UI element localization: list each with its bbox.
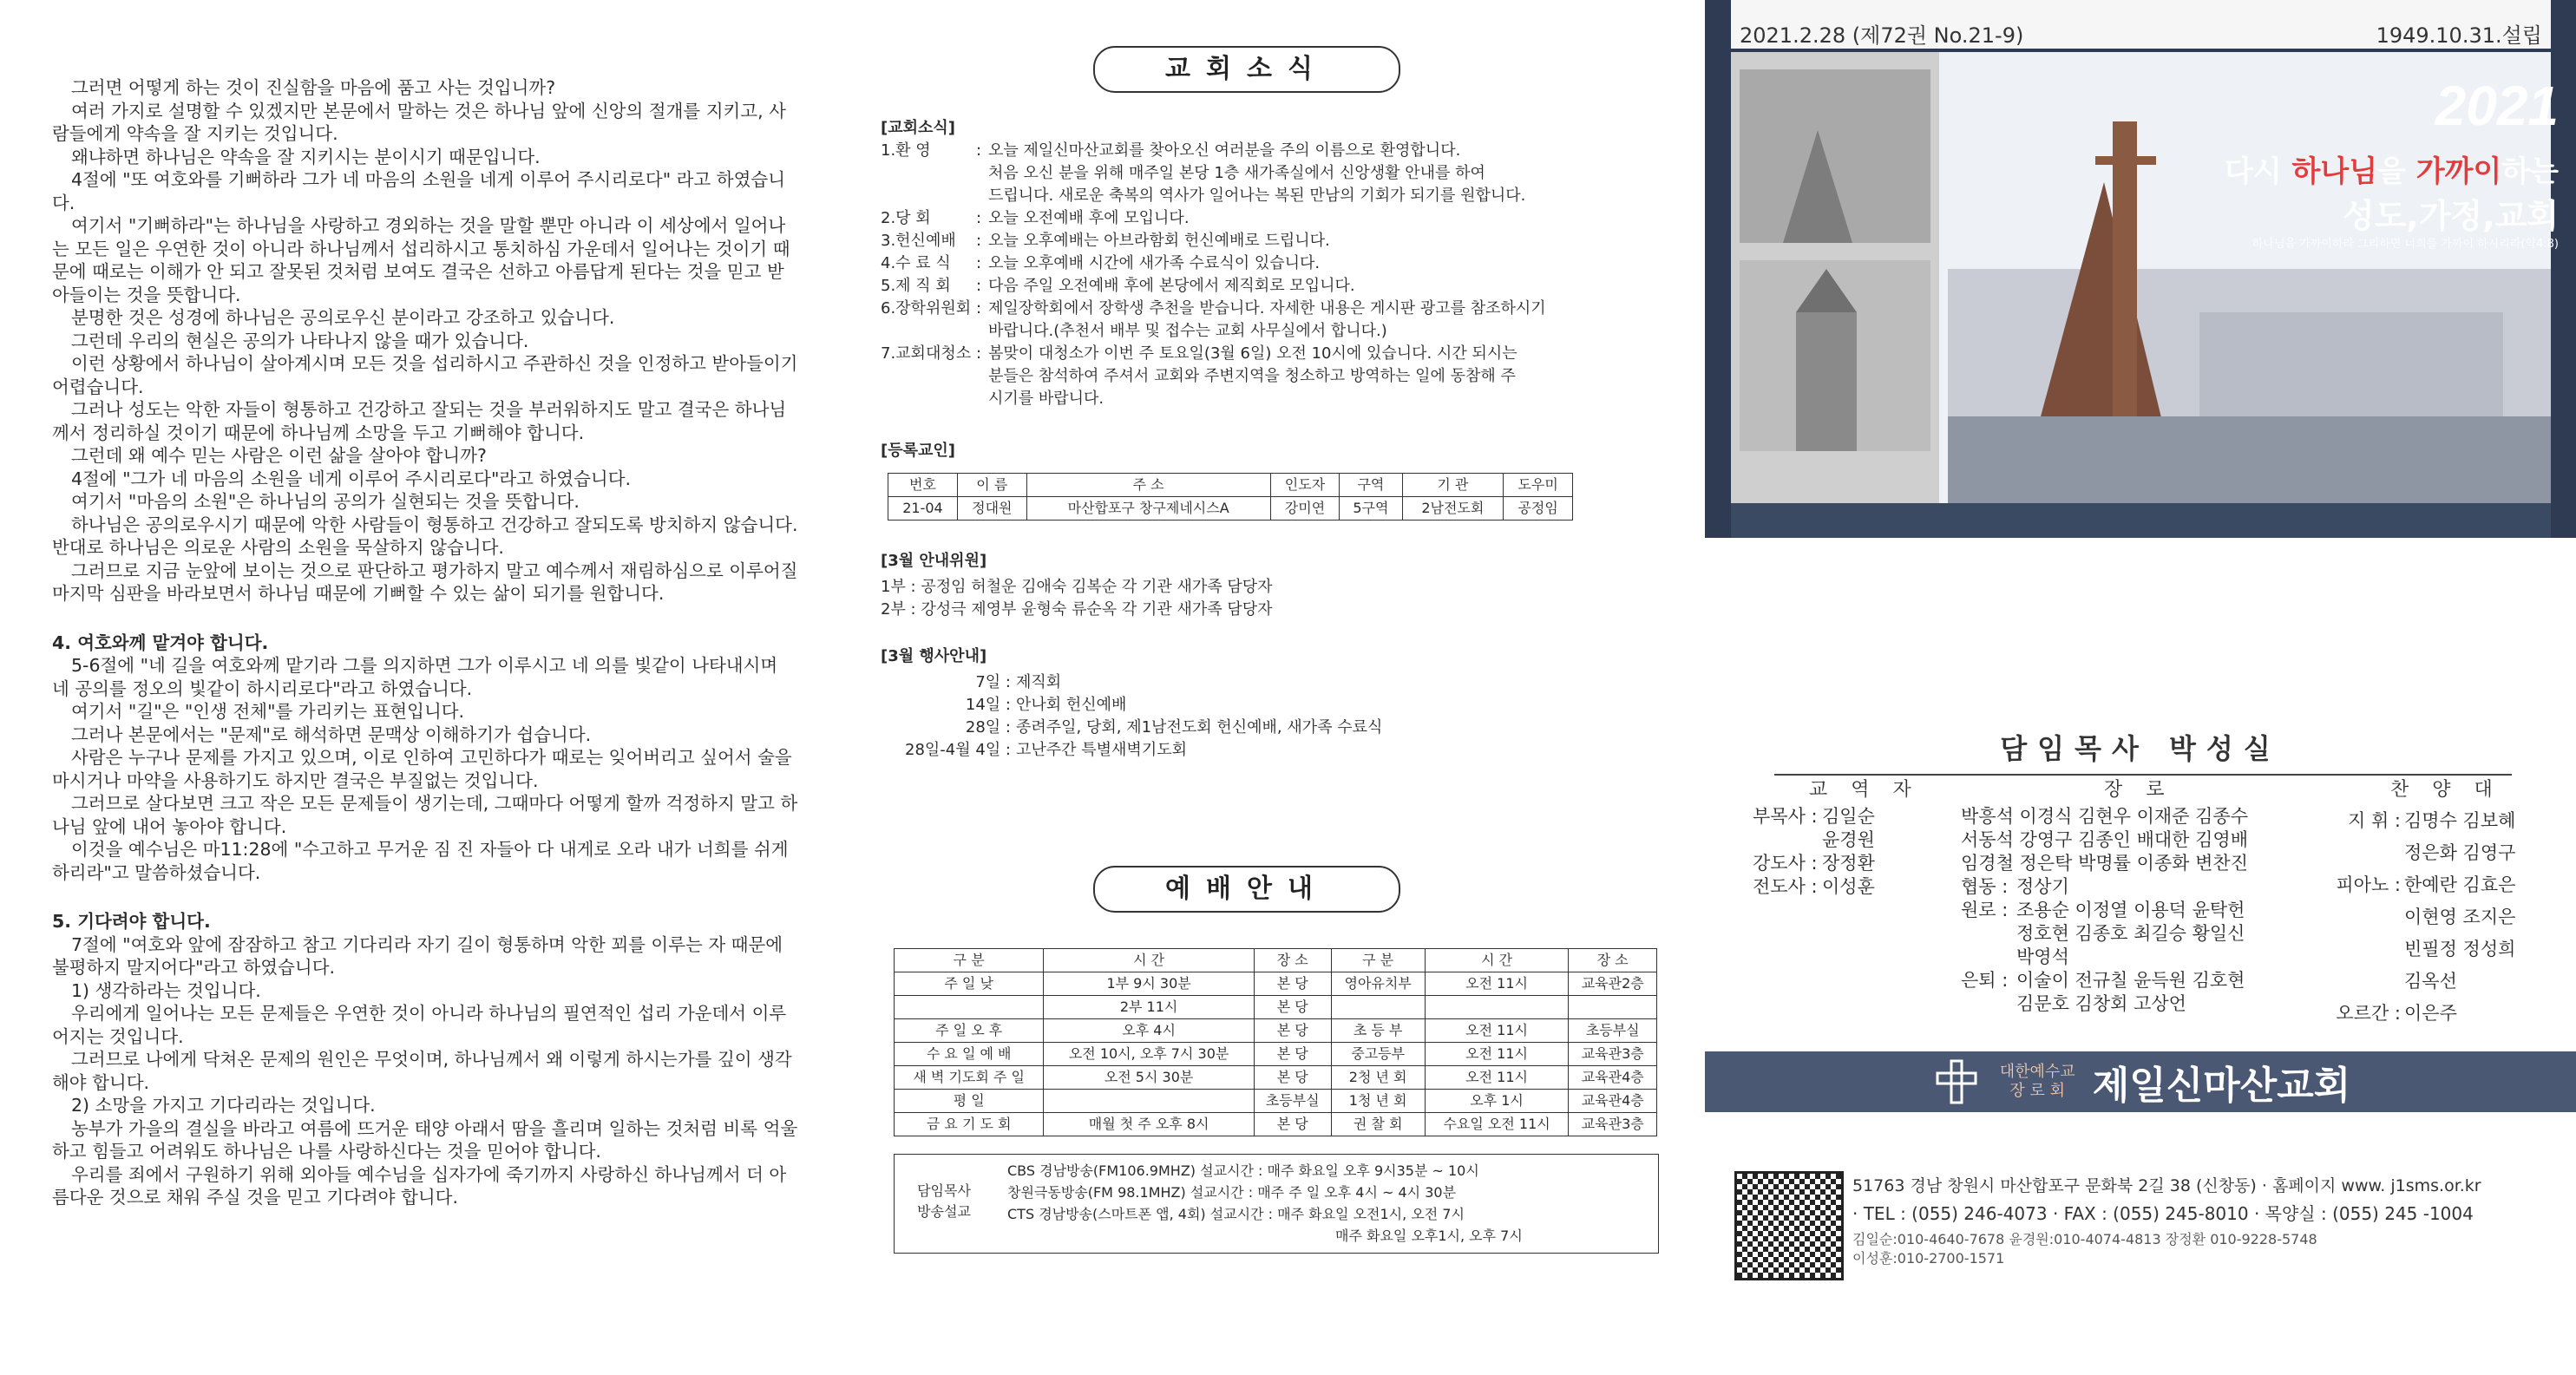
choir-row bbox=[2330, 805, 2515, 837]
table-cell: 본 당 bbox=[1254, 972, 1331, 996]
ministry-heading: 교 역 자 bbox=[1809, 779, 1920, 801]
table-cell bbox=[1331, 996, 1425, 1019]
table-header-cell: 시 간 bbox=[1425, 949, 1569, 972]
sermon-paragraph: 사람은 누구나 문제를 가지고 있으며, 이로 인하여 고민하다가 때로는 잊어버리고 싶어서 술을 마시거나 마약을 사용하기도 하지만 결국은 부질없는 것입니다. bbox=[52, 747, 792, 791]
sermon-paragraph: 여기서 "마음의 소원"은 하나님의 공의가 실현되는 것을 뜻합니다. bbox=[71, 491, 580, 512]
table-cell: 5구역 bbox=[1340, 497, 1402, 521]
sermon-paragraph: 분명한 것은 성경에 하나님은 공의로우신 분이라고 강조하고 있습니다. bbox=[71, 307, 615, 328]
cover-slogan: 다시 하나님을 가까이하는 bbox=[2224, 154, 2559, 189]
choir-names: 이현영 조지은 bbox=[2404, 907, 2516, 927]
table-header-cell: 장 소 bbox=[1569, 949, 1657, 972]
news-item-label: 7.교회대청소 bbox=[881, 344, 972, 363]
news-item-text bbox=[988, 140, 1662, 207]
news-item-label: 4.수 료 식 bbox=[881, 254, 951, 272]
table-header-cell: 구 분 bbox=[895, 949, 1044, 972]
staff-role: 부목사 : bbox=[1753, 806, 1818, 827]
news-item-text bbox=[988, 343, 1662, 410]
news-section-title: [교회소식] bbox=[881, 119, 956, 137]
event-row bbox=[881, 671, 1662, 694]
table-header-row bbox=[895, 949, 1657, 972]
elders-line: 박흥석 이경식 김현우 이재준 김종수 bbox=[1961, 806, 2248, 827]
table-header-cell: 시 간 bbox=[1044, 949, 1255, 972]
contacts bbox=[1852, 1230, 2317, 1268]
news-item-text bbox=[988, 275, 1662, 298]
sermon-section-5 bbox=[52, 933, 798, 1209]
table-cell: 교육관3층 bbox=[1569, 1043, 1657, 1066]
sermon-paragraph: 7절에 "여호와 앞에 잠잠하고 참고 기다리라 자기 길이 형통하며 악한 꾀를 이루는 자 때문에 불평하지 말지어다"라고 하였습니다. bbox=[52, 933, 783, 978]
table-cell: 강미연 bbox=[1270, 497, 1340, 521]
news-item-line: 제일장학회에서 장학생 추천을 받습니다. 자세한 내용은 게시판 광고를 참조하시기 bbox=[988, 299, 1546, 318]
event-date: 14일 : bbox=[965, 696, 1011, 714]
sermon-paragraph: 그러나 본문에서는 "문제"로 해석하면 문맥상 이해하기가 쉽습니다. bbox=[71, 724, 592, 745]
news-item-line: 봄맞이 대청소가 이번 주 토요일(3월 6일) 오전 10시에 있습니다. 시간 되시는 bbox=[988, 344, 1517, 363]
choir-row bbox=[2330, 933, 2515, 966]
news-item bbox=[881, 140, 1662, 207]
issue-date: 2021.2.28 (제72권 No.21-9) bbox=[1740, 23, 2024, 48]
elder-group-names: 박영석 bbox=[2016, 946, 2069, 967]
table-cell: 교육관2층 bbox=[1569, 972, 1657, 996]
staff-name: 윤경원 bbox=[1822, 829, 1875, 850]
events-list bbox=[881, 671, 1662, 762]
sermon-column bbox=[52, 0, 798, 1375]
table-cell: 본 당 bbox=[1254, 996, 1331, 1019]
founded-date: 1949.10.31.설립 bbox=[2376, 23, 2542, 48]
sermon-paragraph: 여러 가지로 설명할 수 있겠지만 본문에서 말하는 것은 하나님 앞에 신앙의 절개를 지키고, 사람들에게 약속을 잘 지키는 것입니다. bbox=[52, 100, 786, 144]
table-header-cell: 도우미 bbox=[1504, 474, 1573, 497]
choir-row bbox=[2330, 901, 2515, 933]
news-item-text bbox=[988, 230, 1662, 252]
cover-verse: 하나님을 가까이하라 그리하면 너희를 가까이 하시리라(약4:8) bbox=[2252, 238, 2559, 251]
news-item-label: 3.헌신예배 bbox=[881, 232, 956, 250]
address: 51763 경남 창원시 마산합포구 문화북 2길 38 (신창동) · 홈페이지 www. j1sms.or.kr bbox=[1852, 1176, 2481, 1195]
news-item-line: 오늘 오후예배 시간에 새가족 수료식이 있습니다. bbox=[988, 254, 1321, 272]
table-header-cell: 구역 bbox=[1340, 474, 1402, 497]
table-cell: 마산합포구 창구제네시스A bbox=[1026, 497, 1270, 521]
contact-line: 이성훈:010-2700-1571 bbox=[1852, 1250, 2005, 1267]
sermon-paragraph: 1) 생각하라는 것입니다. bbox=[71, 979, 261, 1001]
news-item bbox=[881, 298, 1662, 343]
staff-role: 강도사 : bbox=[1753, 853, 1818, 874]
table-cell: 정대원 bbox=[957, 497, 1026, 521]
news-item-text bbox=[988, 207, 1662, 230]
cover-year: 2021 bbox=[2435, 75, 2559, 137]
broadcast-line: 창원극동방송(FM 98.1MHZ) 설교시간 : 매주 주 일 오후 4시 ~ 4시 30분 bbox=[1007, 1184, 1457, 1201]
elder-group-names: 이술이 전규칠 윤득원 김호현 bbox=[2016, 970, 2245, 991]
event-row bbox=[881, 694, 1662, 717]
sermon-paragraph: 우리에게 일어나는 모든 문제들은 우연한 것이 아니라 하나님의 필연적인 섭리 가운데서 이루어지는 것입니다. bbox=[52, 1003, 787, 1047]
choir-row bbox=[2330, 966, 2515, 998]
staff-row bbox=[1753, 805, 1875, 828]
event-date: 28일 : bbox=[965, 718, 1011, 737]
elder-group-row bbox=[1961, 992, 2248, 1016]
table-row bbox=[895, 1066, 1657, 1090]
elder-group-row bbox=[1961, 899, 2248, 922]
table-cell bbox=[1569, 996, 1657, 1019]
table-cell: 공정임 bbox=[1504, 497, 1573, 521]
choir-row bbox=[2330, 998, 2515, 1030]
choir-names: 빈필정 정성희 bbox=[2404, 939, 2516, 959]
staff-row bbox=[1753, 875, 1875, 899]
table-cell: 오전 5시 30분 bbox=[1044, 1066, 1255, 1090]
event-text: 제직회 bbox=[1016, 673, 1062, 691]
staff-name: 장정환 bbox=[1822, 853, 1875, 874]
news-item-line: 시기를 바랍니다. bbox=[988, 390, 1104, 408]
sermon-paragraph: 여기서 "길"은 "인생 전체"를 가리키는 표현입니다. bbox=[71, 701, 465, 722]
event-date: 28일-4월 4일 : bbox=[905, 741, 1011, 759]
elder-group-role: 은퇴 : bbox=[1961, 970, 2009, 991]
sermon-paragraph: 하나님은 공의로우시기 때문에 악한 사람들이 형통하고 건강하고 잘되도록 방치하지 않습니다. 반대로 하나님은 의로운 사람의 소원을 묵살하지 않습니다. bbox=[52, 514, 798, 558]
elder-group-row bbox=[1961, 875, 2248, 899]
table-cell: 영아유치부 bbox=[1331, 972, 1425, 996]
sermon-paragraph: 왜냐하면 하나님은 약속을 잘 지키시는 분이시기 때문입니다. bbox=[71, 146, 541, 167]
choir-names: 이은주 bbox=[2404, 1003, 2457, 1024]
staff-name: 이성훈 bbox=[1822, 876, 1875, 897]
table-cell: 매월 첫 주 오후 8시 bbox=[1044, 1113, 1255, 1136]
news-item-line: 오늘 오전예배 후에 모입니다. bbox=[988, 209, 1190, 227]
elders-line: 서동석 강영구 김종인 배대한 김영배 bbox=[1961, 829, 2248, 850]
table-cell: 1부 9시 30분 bbox=[1044, 972, 1255, 996]
table-cell: 초등부실 bbox=[1254, 1090, 1331, 1113]
sermon-section-5-title: 5. 기다려야 합니다. bbox=[52, 911, 211, 932]
table-cell: 2청 년 회 bbox=[1331, 1066, 1425, 1090]
table-cell bbox=[1425, 996, 1569, 1019]
guide-list bbox=[881, 576, 1662, 621]
sermon-paragraph: 4절에 "그가 네 마음의 소원을 네게 이루어 주시리로다"라고 하였습니다. bbox=[71, 468, 632, 489]
table-cell: 2부 11시 bbox=[1044, 996, 1255, 1019]
sermon-intro bbox=[52, 76, 798, 606]
table-cell: 교육관4층 bbox=[1569, 1066, 1657, 1090]
elder-group-row bbox=[1961, 946, 2248, 969]
choir-role: 피아노 : bbox=[2336, 874, 2401, 895]
table-row bbox=[895, 972, 1657, 996]
table-cell: 오후 4시 bbox=[1044, 1019, 1255, 1043]
table-cell: 새 벽 기도회 주 일 bbox=[895, 1066, 1044, 1090]
table-cell bbox=[895, 996, 1044, 1019]
staff-name: 김일순 bbox=[1822, 806, 1875, 827]
broadcast-line: 매주 화요일 오후1시, 오후 7시 bbox=[1335, 1228, 1523, 1244]
colon: : bbox=[976, 209, 982, 227]
table-row bbox=[895, 1090, 1657, 1113]
news-item-line: 분들은 참석하여 주셔서 교회와 주변지역을 청소하고 방역하는 일에 동참해 주 bbox=[988, 367, 1516, 385]
contact-line: 김일순:010-4640-7678 윤경원:010-4074-4813 장정환 010-9228-5748 bbox=[1852, 1231, 2317, 1247]
elder-group-row bbox=[1961, 922, 2248, 946]
table-cell: 21-04 bbox=[888, 497, 958, 521]
news-item-line: 바랍니다.(추천서 배부 및 접수는 교회 사무실에서 합니다.) bbox=[988, 322, 1387, 340]
sermon-paragraph: 그러나 성도는 악한 자들이 형통하고 건강하고 잘되는 것을 부러워하지도 말고 결국은 하나님께서 정리하실 것이기 때문에 하나님께 소망을 두고 기뻐해야 합니다. bbox=[52, 399, 787, 443]
staff-row bbox=[1753, 852, 1875, 875]
elder-group-role: 협동 : bbox=[1961, 876, 2009, 897]
news-item bbox=[881, 252, 1662, 275]
staff-role: 전도사 : bbox=[1753, 876, 1818, 897]
registered-title: [등록교인] bbox=[881, 442, 956, 460]
choir-role: 지 휘 : bbox=[2348, 810, 2401, 831]
colon: : bbox=[976, 232, 982, 250]
news-item-label: 2.당 회 bbox=[881, 209, 931, 227]
choir-role: 오르간 : bbox=[2336, 1003, 2401, 1024]
event-row bbox=[881, 739, 1662, 762]
senior-pastor: 담임목사 박성실 bbox=[2000, 732, 2281, 765]
news-item bbox=[881, 207, 1662, 230]
news-item bbox=[881, 275, 1662, 298]
elder-group-names: 정호현 김종호 최길승 황일신 bbox=[2016, 923, 2245, 944]
table-cell: 본 당 bbox=[1254, 1019, 1331, 1043]
table-header-cell: 구 분 bbox=[1331, 949, 1425, 972]
news-item-line: 드립니다. 새로운 축복의 역사가 일어나는 복된 만남의 기회가 되기를 원합니다. bbox=[988, 187, 1526, 205]
table-row bbox=[888, 497, 1573, 521]
sermon-section-4-title: 4. 여호와께 맡겨야 합니다. bbox=[52, 632, 269, 653]
elder-group-names: 조용순 이정열 이용덕 윤탁헌 bbox=[2016, 900, 2245, 920]
sermon-paragraph: 이것을 예수님은 마11:28에 "수고하고 무거운 짐 진 자들아 다 내게로 오라 내가 너희를 쉬게 하리라"고 말씀하셨습니다. bbox=[52, 839, 789, 883]
table-cell: 중고등부 bbox=[1331, 1043, 1425, 1066]
elder-group-role: 원로 : bbox=[1961, 900, 2009, 920]
sermon-paragraph: 이런 상황에서 하나님이 살아계시며 모든 것을 섭리하시고 주관하신 것을 인정하고 받아들이기 어렵습니다. bbox=[52, 353, 798, 397]
choir-row bbox=[2330, 869, 2515, 901]
news-item-line: 처음 오신 분을 위해 매주일 본당 1층 새가족실에서 신앙생활 안내를 하여 bbox=[988, 164, 1485, 182]
sermon-paragraph: 그런데 우리의 현실은 공의가 나타나지 않을 때가 있습니다. bbox=[71, 330, 529, 351]
table-cell: 본 당 bbox=[1254, 1113, 1331, 1136]
table-header-row bbox=[888, 474, 1573, 497]
news-item-label: 6.장학위원회 bbox=[881, 299, 972, 318]
news-list bbox=[881, 140, 1662, 410]
sermon-paragraph: 그러므로 지금 눈앞에 보이는 것으로 판단하고 평가하지 말고 예수께서 재림하심으로 이루어질 마지막 심판을 바라보면서 하나님 때문에 기뻐할 수 있는 삶이 되기를 원합니다. bbox=[52, 560, 798, 604]
cover-bottom-strip bbox=[1731, 503, 2551, 538]
table-row bbox=[895, 1019, 1657, 1043]
sermon-paragraph: 그러므로 살다보면 크고 작은 모든 문제들이 생기는데, 그때마다 어떻게 할까 걱정하지 말고 하나님 앞에 내어 놓아야 합니다. bbox=[52, 793, 798, 837]
table-cell bbox=[1044, 1090, 1255, 1113]
choir-names: 김명수 김보혜 bbox=[2404, 810, 2516, 831]
choir-names: 한예란 김효은 bbox=[2404, 874, 2516, 895]
table-cell: 금 요 기 도 회 bbox=[895, 1113, 1044, 1136]
news-item bbox=[881, 343, 1662, 410]
guide-title: [3월 안내위원] bbox=[881, 552, 987, 570]
sermon-section-4 bbox=[52, 654, 798, 884]
news-item-line: 다음 주일 오전예배 후에 본당에서 제직회로 모입니다. bbox=[988, 277, 1355, 295]
staff-row bbox=[1753, 828, 1875, 852]
news-banner: 교회소식 bbox=[1093, 46, 1400, 93]
table-header-cell: 주 소 bbox=[1026, 474, 1270, 497]
elders-line: 임경철 정은탁 박명률 이종화 변찬진 bbox=[1961, 853, 2248, 874]
denomination: 대한예수교 장 로 회 bbox=[1999, 1063, 2075, 1100]
sermon-paragraph: 그런데 왜 예수 믿는 사람은 이런 삶을 살아야 합니까? bbox=[71, 445, 487, 466]
elders-list bbox=[1961, 805, 2248, 1016]
news-item-label: 5.제 직 회 bbox=[881, 277, 951, 295]
broadcast-line: CBS 경남방송(FM106.9MHZ) 설교시간 : 매주 화요일 오후 9시35분 ~ 10시 bbox=[1007, 1162, 1479, 1179]
elder-group-names: 정상기 bbox=[2016, 876, 2069, 897]
table-cell: 오전 11시 bbox=[1425, 1043, 1569, 1066]
choir-list bbox=[2330, 805, 2515, 1030]
sermon-paragraph: 2) 소망을 가지고 기다리라는 것입니다. bbox=[71, 1095, 376, 1116]
table-cell: 주 일 오 후 bbox=[895, 1019, 1044, 1043]
table-cell: 본 당 bbox=[1254, 1043, 1331, 1066]
cover-slogan-2: 성도,가정,교회 bbox=[2342, 197, 2559, 235]
broadcast-list bbox=[1007, 1160, 1523, 1247]
table-header-cell: 이 름 bbox=[957, 474, 1026, 497]
table-cell: 오전 11시 bbox=[1425, 1019, 1569, 1043]
table-cell: 주 일 낮 bbox=[895, 972, 1044, 996]
elder-group-row bbox=[1961, 969, 2248, 992]
news-item-label: 1.환 영 bbox=[881, 141, 931, 160]
sermon-paragraph: 5-6절에 "네 길을 여호와께 맡기라 그를 의지하면 그가 이루시고 네 의를 빛같이 나타내시며 네 공의를 정오의 빛같이 하시리로다"라고 하였습니다. bbox=[52, 655, 778, 699]
table-row bbox=[895, 1043, 1657, 1066]
table-cell: 오전 11시 bbox=[1425, 1066, 1569, 1090]
sermon-paragraph: 그러면 어떻게 하는 것이 진실함을 마음에 품고 사는 것입니까? bbox=[71, 77, 556, 98]
colon: : bbox=[976, 277, 982, 295]
table-cell: 오후 1시 bbox=[1425, 1090, 1569, 1113]
table-header-cell: 기 관 bbox=[1402, 474, 1504, 497]
church-cross-logo bbox=[1930, 1056, 1983, 1108]
sermon-paragraph: 우리를 죄에서 구원하기 위해 외아들 예수님을 십자가에 죽기까지 사랑하신 하나님께서 더 아름다운 것으로 채워 주실 것을 믿고 기다려야 합니다. bbox=[52, 1163, 787, 1208]
news-item bbox=[881, 230, 1662, 252]
table-cell: 교육관4층 bbox=[1569, 1090, 1657, 1113]
choir-row bbox=[2330, 837, 2515, 869]
table-cell: 수요일 오전 11시 bbox=[1425, 1113, 1569, 1136]
colon: : bbox=[976, 344, 982, 363]
table-cell: 수 요 일 예 배 bbox=[895, 1043, 1044, 1066]
staff-list bbox=[1753, 805, 1875, 899]
table-row bbox=[895, 996, 1657, 1019]
church-illustration bbox=[1731, 52, 2551, 503]
table-cell: 초 등 부 bbox=[1331, 1019, 1425, 1043]
event-row bbox=[881, 717, 1662, 739]
colon: : bbox=[976, 141, 982, 160]
church-logo-band bbox=[1705, 1051, 2576, 1112]
table-cell: 본 당 bbox=[1254, 1066, 1331, 1090]
cover-header bbox=[1731, 0, 2551, 49]
broadcast-line: CTS 경남방송(스마트폰 앱, 4회) 설교시간 : 매주 화요일 오전1시, 오전 7시 bbox=[1007, 1206, 1465, 1222]
guide-line: 1부 : 공정임 허철운 김애숙 김복순 각 기관 새가족 담당자 bbox=[881, 578, 1273, 596]
table-row bbox=[895, 1113, 1657, 1136]
event-text: 안나회 헌신예배 bbox=[1016, 696, 1127, 714]
choir-names: 정은화 김영구 bbox=[2404, 842, 2516, 863]
table-cell: 오전 11시 bbox=[1425, 972, 1569, 996]
table-header-cell: 인도자 bbox=[1270, 474, 1340, 497]
table-cell: 오전 10시, 오후 7시 30분 bbox=[1044, 1043, 1255, 1066]
sermon-paragraph: 농부가 가을의 결실을 바라고 여름에 뜨거운 태양 아래서 땀을 흘리며 일하는 것처럼 비록 억울하고 힘들고 어려워도 하나님은 나를 사랑하신다는 것을 믿어야 합니다. bbox=[52, 1117, 798, 1162]
elder-group-names: 김문호 김창회 고상언 bbox=[2016, 993, 2186, 1014]
guide-line: 2부 : 강성극 제영부 윤형숙 류순옥 각 기관 새가족 담당자 bbox=[881, 600, 1273, 619]
church-photo bbox=[1731, 52, 2551, 503]
news-item-line: 오늘 오후예배는 아브라함회 헌신예배로 드립니다. bbox=[988, 232, 1330, 250]
registered-members-table bbox=[888, 473, 1573, 521]
news-item-line: 오늘 제일신마산교회를 찾아오신 여러분을 주의 이름으로 환영합니다. bbox=[988, 141, 1461, 160]
qr-code bbox=[1734, 1171, 1844, 1280]
news-item-text bbox=[988, 252, 1662, 275]
table-cell: 초등부실 bbox=[1569, 1019, 1657, 1043]
news-item-text bbox=[988, 298, 1662, 343]
sermon-paragraph: 여기서 "기뻐하라"는 하나님을 사랑하고 경외하는 것을 말할 뿐만 아니라 이 세상에서 일어나는 모든 일은 우연한 것이 아니라 하나님께서 섭리하시고 통치하심 가운데서 일어나는 것이기 때문에 때로는 이해가 안 되고 잘못된 것처럼 보여도 결국은 선하고 아름답게 된다는 것을 믿고 받아들이는 것을 뜻합니다. bbox=[52, 215, 790, 305]
sermon-paragraph: 그러므로 나에게 닥쳐온 문제의 원인은 무엇이며, 하나님께서 왜 이렇게 하시는가를 깊이 생각해야 합니다. bbox=[52, 1049, 792, 1093]
event-text: 고난주간 특별새벽기도회 bbox=[1016, 741, 1187, 759]
church-name: 제일신마산교회 bbox=[2092, 1064, 2351, 1108]
phones: · TEL : (055) 246-4073 · FAX : (055) 245-8010 · 목양실 : (055) 245 -1004 bbox=[1852, 1203, 2474, 1224]
table-cell: 권 찰 회 bbox=[1331, 1113, 1425, 1136]
table-cell: 평 일 bbox=[895, 1090, 1044, 1113]
choir-names: 김옥선 bbox=[2404, 971, 2457, 992]
worship-banner: 예배안내 bbox=[1093, 866, 1400, 913]
sermon-paragraph: 4절에 "또 여호와를 기뻐하라 그가 네 마음의 소원을 네게 이루어 주시리로다" 라고 하였습니다. bbox=[52, 169, 786, 213]
broadcast-label: 담임목사 방송설교 bbox=[917, 1182, 971, 1220]
cover-panel bbox=[1705, 0, 2576, 1299]
worship-table bbox=[894, 948, 1657, 1136]
events-title: [3월 행사안내] bbox=[881, 647, 987, 665]
event-date: 7일 : bbox=[975, 673, 1011, 691]
broadcast-box bbox=[894, 1154, 1659, 1254]
colon: : bbox=[976, 299, 982, 318]
colon: : bbox=[976, 254, 982, 272]
ministry-heading: 찬 양 대 bbox=[2390, 779, 2501, 801]
event-text: 종려주일, 당회, 제1남전도회 헌신예배, 새가족 수료식 bbox=[1016, 718, 1383, 737]
table-header-cell: 장 소 bbox=[1254, 949, 1331, 972]
ministry-heading: 장 로 bbox=[2104, 779, 2173, 801]
table-cell: 교육관3층 bbox=[1569, 1113, 1657, 1136]
news-column bbox=[881, 0, 1662, 1299]
table-cell: 2남전도회 bbox=[1402, 497, 1504, 521]
table-cell: 1청 년 회 bbox=[1331, 1090, 1425, 1113]
table-header-cell: 번호 bbox=[888, 474, 958, 497]
